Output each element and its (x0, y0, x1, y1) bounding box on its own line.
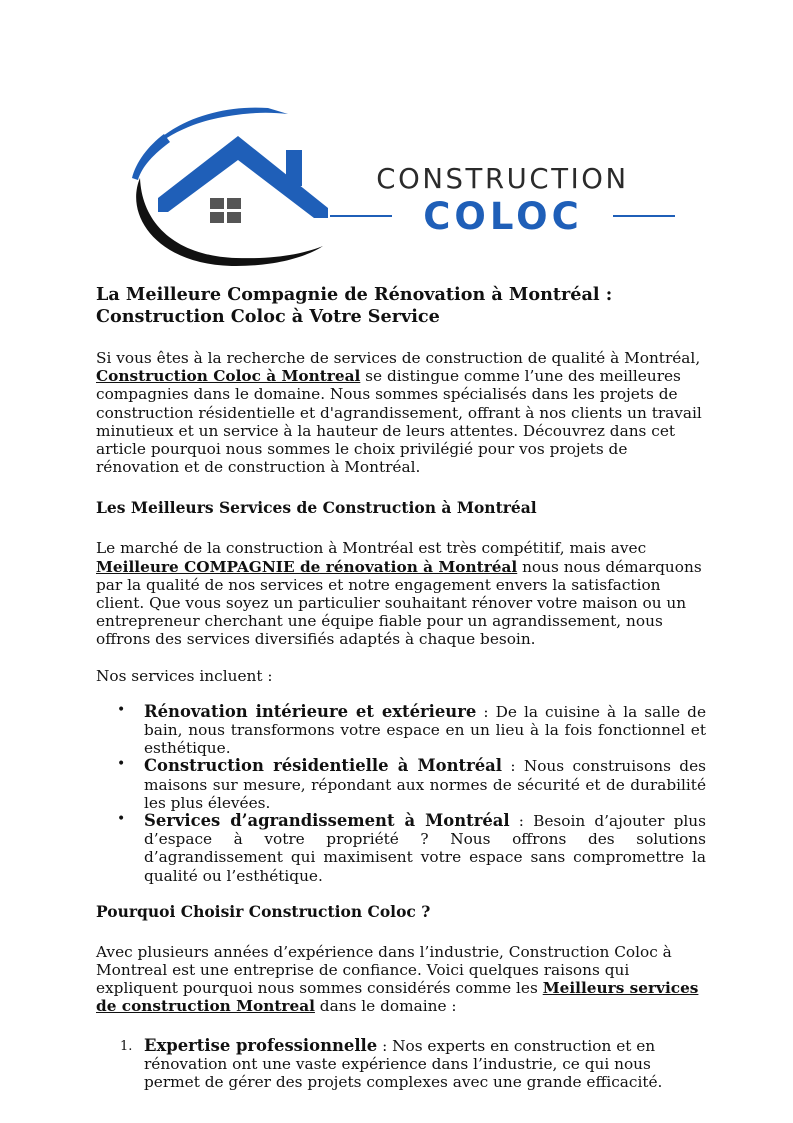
reason-description: : Nos experts en construction et en rénovation ont une vaste expérience dans l’industrie, ce qui nous permet de gérer des projets complexes avec une grande efficacité. (144, 1036, 663, 1092)
services-list (96, 703, 706, 885)
service-description: : Nous construisons des maisons sur mesure, répondant aux normes de sécurité et de durabilité les plus élevées. (144, 757, 706, 812)
logo-word-bottom-row (330, 196, 675, 242)
page-title-line-2: Construction Coloc à Votre Service (96, 306, 440, 327)
list-item (96, 757, 706, 812)
service-description: : Besoin d’ajouter plus d’espace à votre propriété ? Nous offrons des solutions d’agrandissement qui maximisent votre espace sans compromettre la qualité ou l’esthétique. (144, 812, 706, 885)
list-item (96, 812, 706, 885)
link-meilleure-compagnie-renovation[interactable]: Meilleure COMPAGNIE de rénovation à Montréal (96, 557, 518, 576)
logo-divider-left (330, 215, 392, 217)
market-text-before: Le marché de la construction à Montréal est très compétitif, mais avec (96, 539, 647, 558)
company-logo (118, 106, 678, 271)
reasons-list (96, 1037, 706, 1092)
logo-word-coloc: COLOC (423, 195, 583, 238)
article-body (96, 284, 706, 1091)
bullet-icon: • (117, 811, 126, 828)
bullet-icon: • (117, 756, 126, 773)
list-number: 1. (120, 1038, 133, 1054)
logo-wordmark (330, 162, 675, 242)
link-construction-coloc-montreal[interactable]: Construction Coloc à Montreal (96, 367, 361, 386)
intro-text-after: se distingue comme l’une des meilleures compagnies dans le domaine. Nous sommes spécialisés dans les projets de construction résidentielle et d'agrandissement, offrant à nos clients un travail minutieux et un service à la hauteur de leurs attentes. Découvrez dans cet article pourquoi nous sommes le choix privilégié pour vos projets de rénovation et de construction à Montréal. (96, 367, 702, 477)
service-title: Construction résidentielle à Montréal (144, 756, 502, 776)
heading-why-choose: Pourquoi Choisir Construction Coloc ? (96, 901, 431, 921)
service-description: : De la cuisine à la salle de bain, nous transformons votre espace en un lieu à la fois fonctionnel et esthétique. (144, 702, 707, 758)
logo-word-construction: CONSTRUCTION (376, 163, 629, 195)
market-paragraph (96, 539, 706, 648)
why-paragraph (96, 943, 706, 1016)
service-title: Services d’agrandissement à Montréal (144, 811, 510, 831)
heading-services: Les Meilleurs Services de Construction à Montréal (96, 498, 537, 518)
list-item (96, 1037, 706, 1092)
list-item (96, 703, 706, 758)
intro-text-before: Si vous êtes à la recherche de services de construction de qualité à Montréal, (96, 349, 701, 367)
service-title: Rénovation intérieure et extérieure (144, 701, 477, 721)
reason-title: Expertise professionnelle (144, 1035, 378, 1055)
why-text-before: Avec plusieurs années d’expérience dans l’industrie, Construction Coloc à Montreal est une entreprise de confiance. Voici quelques raisons qui expliquent pourquoi nous sommes considérés comme les (96, 942, 672, 998)
page-title-line-1: La Meilleure Compagnie de Rénovation à Montréal : (96, 284, 613, 305)
why-text-after: dans le domaine : (314, 997, 457, 1016)
page-title (96, 284, 706, 328)
market-text-after: nous nous démarquons par la qualité de nos services et notre engagement envers la satisfaction client. Que vous soyez un particulier souhaitant rénover votre maison ou un entrepreneur cherchant une équipe fiable pour un agrandissement, nous offrons des services diversifiés adaptés à chaque besoin. (96, 557, 702, 649)
intro-paragraph (96, 349, 706, 476)
services-intro: Nos services incluent : (96, 666, 273, 685)
logo-divider-right (613, 215, 675, 217)
link-meilleurs-services-construction[interactable]: Meilleurs services de construction Montreal (96, 979, 699, 1016)
bullet-icon: • (117, 701, 126, 718)
